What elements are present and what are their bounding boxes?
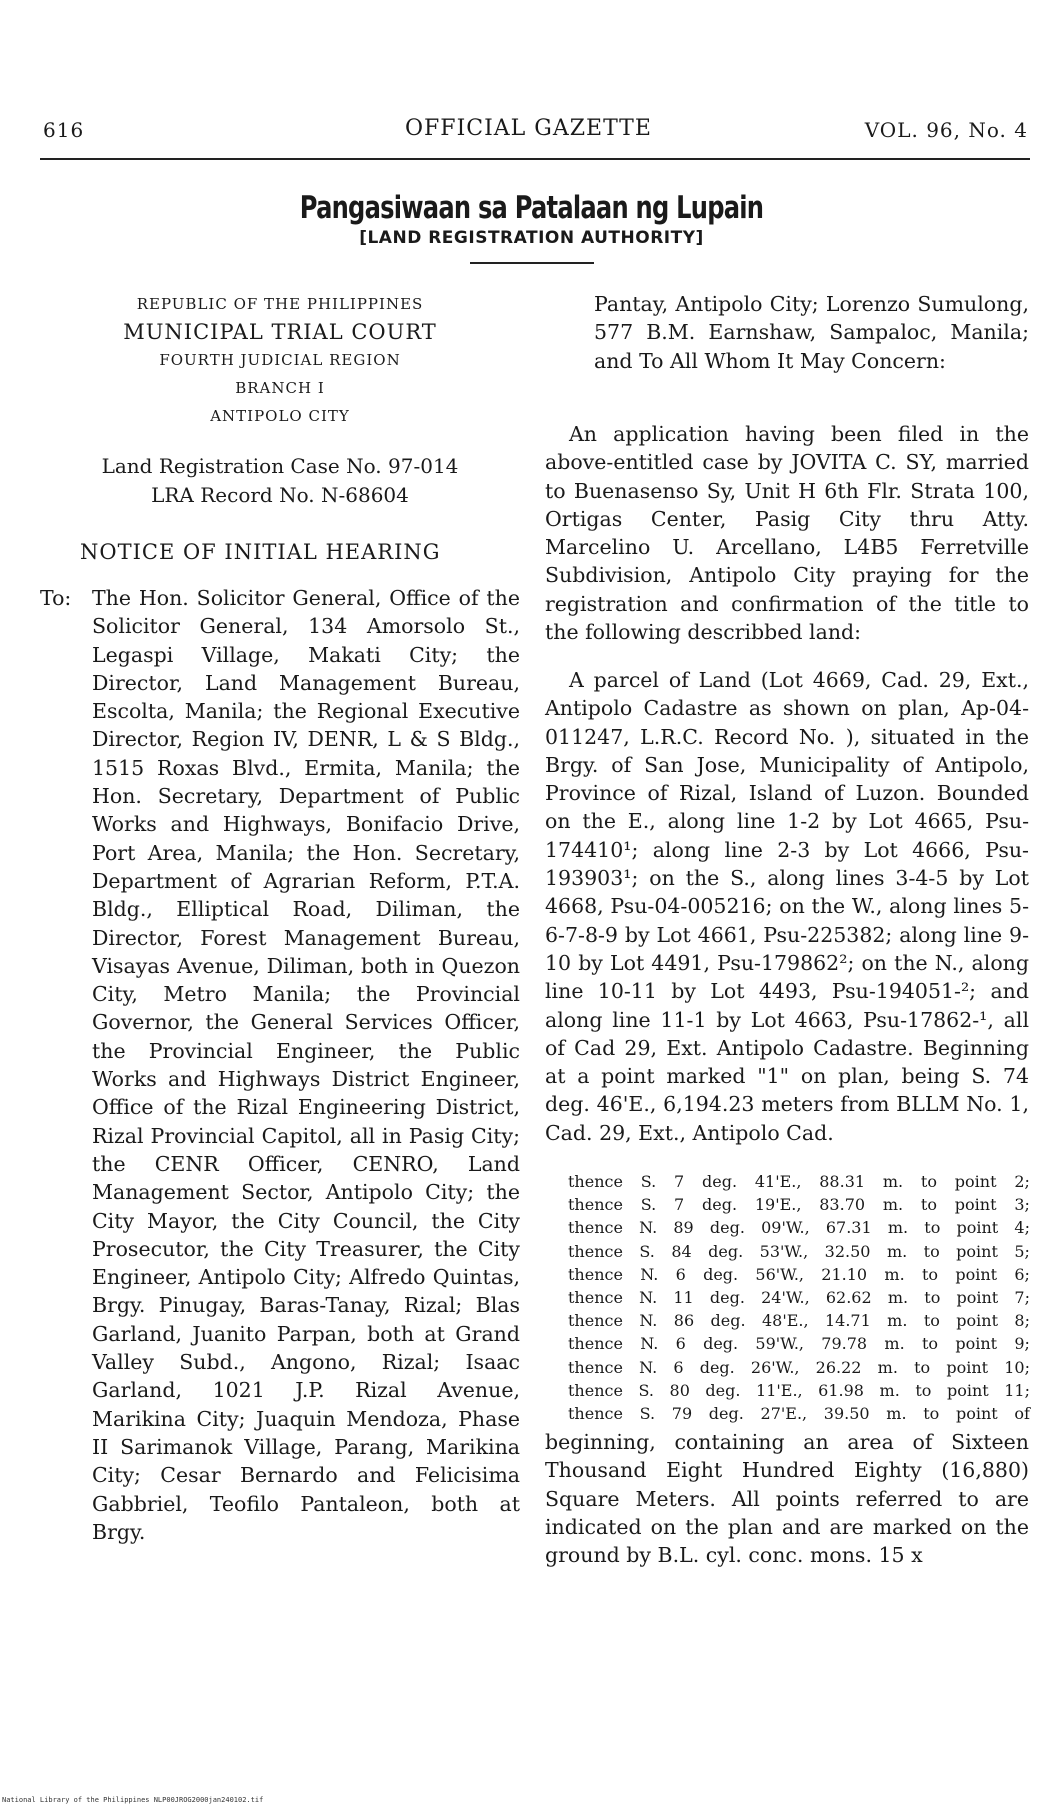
- bearing-line: thence N. 11 deg. 24'W., 62.62 m. to point 7;: [568, 1288, 1030, 1308]
- header-divider: [40, 158, 1030, 160]
- bearing-line: thence S. 84 deg. 53'W., 32.50 m. to point 5;: [568, 1241, 1030, 1261]
- notice-heading: NOTICE OF INITIAL HEARING: [80, 540, 441, 564]
- court-name: MUNICIPAL TRIAL COURT: [123, 320, 437, 344]
- bearing-line: thence N. 89 deg. 09'W., 67.31 m. to point 4;: [568, 1218, 1030, 1238]
- title-divider: [470, 262, 594, 264]
- bearing-line: thence S. 79 deg. 27'E., 39.50 m. to point of: [568, 1404, 1030, 1424]
- lra-record-number: LRA Record No. N-68604: [151, 483, 409, 507]
- bearing-line: thence N. 86 deg. 48'E., 14.71 m. to point 8;: [568, 1311, 1030, 1331]
- bearing-line: thence S. 80 deg. 11'E., 61.98 m. to point 11;: [568, 1380, 1030, 1400]
- page-number: 616: [43, 118, 85, 142]
- application-paragraph: An application having been filed in the above-entitled case by JOVITA C. SY, married to Buenasenso Sy, Unit H 6th Flr. Strata 100, Ortigas Center, Pasig City thru Atty. Marcelino U. Arcellano, L4B5 Ferretville Subdivision, Antipolo City praying for the registration and confirmation of the title to the following describbed land:: [545, 422, 1029, 645]
- republic-line: REPUBLIC OF THE PHILIPPINES: [136, 295, 424, 313]
- scan-footer-note: National Library of the Philippines NLP00JROG2000jan240102.tif: [2, 1796, 264, 1804]
- bearing-line: thence N. 6 deg. 56'W., 21.10 m. to point 6;: [568, 1264, 1030, 1284]
- judicial-region: FOURTH JUDICIAL REGION: [159, 351, 401, 369]
- case-number: Land Registration Case No. 97-014: [101, 454, 459, 478]
- bearing-line: thence N. 6 deg. 26'W., 26.22 m. to point 10;: [568, 1357, 1030, 1377]
- court-heading: [60, 290, 500, 430]
- case-info: [60, 452, 500, 510]
- addressee-text: The Hon. Solicitor General, Office of the Solicitor General, 134 Amorsolo St., Legaspi Village, Makati City; the Director, Land Management Bureau, Escolta, Manila; the Regional Executive Director, Region IV, DENR, L & S Bldg., 1515 Roxas Blvd., Ermita, Manila; the Hon. Secretary, Department of Public Works and Highways, Bonifacio Drive, Port Area, Manila; the Hon. Secretary, Department of Agrarian Reform, P.T.A. Bldg., Elliptical Road, Diliman, the Director, Forest Management Bureau, Visayas Avenue, Diliman, both in Quezon City, Metro Manila; the Provincial Governor, the General Services Officer, the Provincial Engineer, the Public Works and Highways District Engineer, Office of the Rizal Engineering District, Rizal Provincial Capitol, all in Pasig City; the CENR Officer, CENRO, Land Management Sector, Antipolo City; the City Mayor, the City Council, the City Prosecutor, the City Treasurer, the City Engineer, Antipolo City; Alfredo Quintas, Brgy. Pinugay, Baras-Tanay, Rizal; Blas Garland, Juanito Parpan, both at Grand Valley Subd., Angono, Rizal; Isaac Garland, 1021 J.P. Rizal Avenue, Marikina City; Juaquin Mendoza, Phase II Sarimanok Village, Parang, Marikina City; Cesar Bernardo and Felicisima Gabbriel, Teofilo Pantaleon, both at Brgy.: [92, 586, 520, 1544]
- publication-title: OFFICIAL GAZETTE: [405, 116, 652, 141]
- closing-paragraph: beginning, containing an area of Sixteen Thousand Eight Hundred Eighty (16,880) Square Meters. All points referred to are indicated on the plan and are marked on the ground by B.L. cyl. conc. mons. 15 x: [545, 1430, 1029, 1568]
- bearing-line: thence S. 7 deg. 41'E., 88.31 m. to point 2;: [568, 1172, 1030, 1191]
- court-branch: BRANCH I: [235, 379, 325, 397]
- bearing-line: thence N. 6 deg. 59'W., 79.78 m. to point 9;: [568, 1334, 1030, 1354]
- parcel-description: A parcel of Land (Lot 4669, Cad. 29, Ext., Antipolo Cadastre as shown on plan, Ap-04-011247, L.R.C. Record No. ), situated in the Brgy. of San Jose, Municipality of Antipolo, Province of Rizal, Island of Luzon. Bounded on the E., along line 1-2 by Lot 4665, Psu-174410¹; along line 2-3 by Lot 4666, Psu-193903¹; on the S., along lines 3-4-5 by Lot 4668, Psu-04-005216; on the W., along lines 5-6-7-8-9 by Lot 4661, Psu-225382; along line 9-10 by Lot 4491, Psu-179862²; on the N., along line 10-11 by Lot 4493, Psu-194051-²; and along line 11-1 by Lot 4663, Psu-17862-¹, all of Cad 29, Ext. Antipolo Cadastre. Beginning at a point marked "1" on plan, being S. 74 deg. 46'E., 6,194.23 meters from BLLM No. 1, Cad. 29, Ext., Antipolo Cad.: [545, 668, 1029, 1145]
- bearing-list: [568, 1170, 1030, 1425]
- agency-title: Pangasiwaan sa Patalaan ng Lupain: [299, 190, 764, 226]
- court-city: ANTIPOLO CITY: [210, 407, 350, 425]
- bearing-line: thence S. 7 deg. 19'E., 83.70 m. to point 3;: [568, 1195, 1030, 1215]
- agency-subtitle: [LAND REGISTRATION AUTHORITY]: [359, 228, 704, 248]
- addressee-continued: Pantay, Antipolo City; Lorenzo Sumulong, 577 B.M. Earnshaw, Sampaloc, Manila; and To All Whom It May Concern:: [594, 292, 1029, 373]
- volume-number: VOL. 96, No. 4: [864, 118, 1028, 142]
- addressee-list: [40, 584, 520, 1546]
- to-label: To:: [40, 586, 72, 610]
